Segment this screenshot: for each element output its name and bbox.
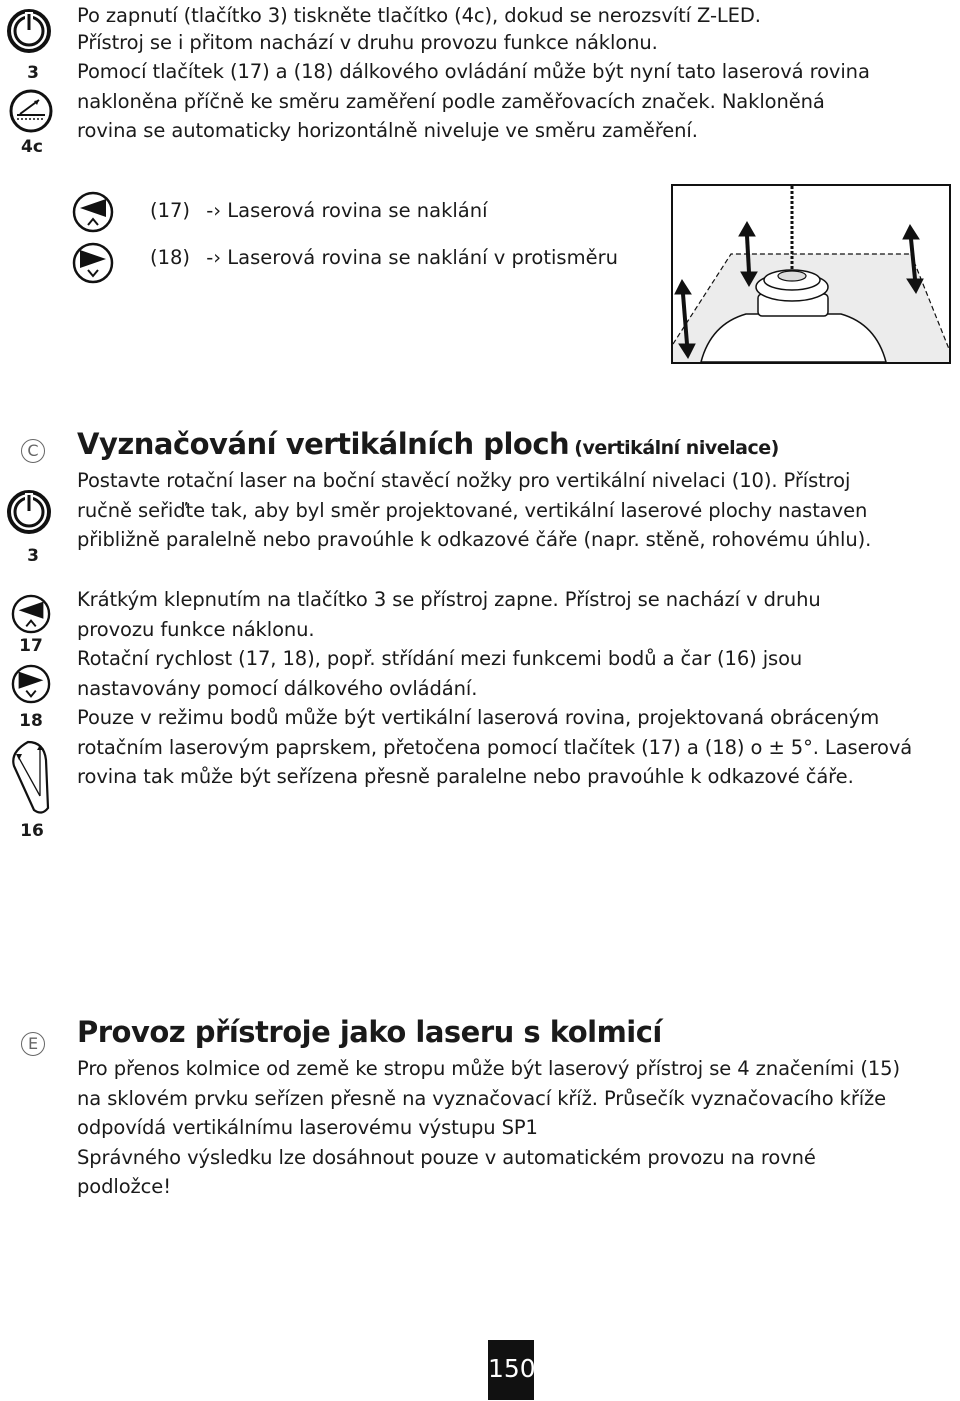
section-title-text: Vyznačování vertikálních ploch	[77, 427, 570, 461]
arrow-left-button-icon	[71, 191, 115, 233]
paragraph-line: podložce!	[77, 1175, 171, 1198]
arrow-right-label: 18	[19, 711, 43, 731]
tilt-axis-icon-label: 4c	[21, 137, 43, 157]
power-icon	[6, 487, 52, 539]
section-c-paragraph-1	[77, 466, 871, 555]
paragraph-line: Krátkým klepnutím na tlačítko 3 se přístroj zapne. Přístroj se nachází v druhu	[77, 588, 821, 611]
command-number: (17)	[150, 199, 191, 222]
section-title-c	[77, 427, 779, 461]
line-mode-label: 16	[20, 821, 44, 841]
power-icon-label: 3	[27, 546, 39, 566]
section-c-paragraph-2	[77, 585, 912, 792]
command-row-17	[150, 199, 488, 222]
command-row-18	[150, 246, 618, 269]
power-icon-label: 3	[27, 63, 39, 83]
section-title-note: (vertikální nivelace)	[574, 437, 779, 459]
paragraph-line: rotačním laserovým paprskem, přetočena pomocí tlačítek (17) a (18) o ± 5°. Laserová	[77, 735, 913, 759]
paragraph-line: Rotační rychlost (17, 18), popř. střídání mezi funkcemi bodů a čar (16) jsou	[77, 647, 803, 670]
tilt-illustration	[671, 184, 951, 364]
section-letter-e: E	[21, 1032, 45, 1056]
paragraph-line: Postavte rotační laser na boční stavěcí nožky pro vertikální nivelaci (10). Přístroj	[77, 469, 851, 492]
paragraph-line: na sklovém prvku seřízen přesně na vyznačovací kříž. Průsečík vyznačovacího kříže	[77, 1086, 887, 1110]
paragraph-line: provozu funkce náklonu.	[77, 617, 315, 641]
section-title-e: Provoz přístroje jako laseru s kolmicí	[77, 1015, 662, 1049]
page-number: 150	[488, 1340, 534, 1400]
arrow-left-button-icon	[10, 594, 52, 634]
tilt-axis-icon	[8, 88, 54, 134]
intro-line: nakloněna příčně ke směru zaměření podle zaměřovacích značek. Nakloněná	[77, 89, 825, 113]
arrow-left-label: 17	[19, 636, 43, 656]
command-text: -› Laserová rovina se naklání v protisměru	[206, 246, 618, 269]
paragraph-line: Pro přenos kolmice od země ke stropu může být laserový přístroj se 4 značeními (15)	[77, 1057, 900, 1080]
intro-line: Pomocí tlačítek (17) a (18) dálkového ovládání může být nyní tato laserová rovina	[77, 60, 870, 83]
paragraph-line: nastavovány pomocí dálkového ovládání.	[77, 676, 478, 700]
intro-line: Přístroj se i přitom nachází v druhu provozu funkce náklonu.	[77, 30, 658, 54]
section-letter-c: C	[21, 439, 45, 463]
intro-line: rovina se automaticky horizontálně niveluje ve směru zaměření.	[77, 119, 698, 142]
section-e-paragraph	[77, 1054, 900, 1202]
line-mode-icon	[8, 738, 56, 818]
paragraph-line: Pouze v režimu bodů může být vertikální laserová rovina, projektovaná obráceným	[77, 706, 880, 729]
arrow-right-button-icon	[10, 664, 52, 704]
paragraph-line: rovina tak může být seřízena přesně paralelne nebo pravoúhle k odkazové čáře.	[77, 765, 854, 788]
power-icon	[6, 6, 52, 58]
arrow-right-button-icon	[71, 242, 115, 284]
intro-paragraph	[77, 3, 870, 145]
paragraph-line: ručně seřiďte tak, aby byl směr projektované, vertikální laserové plochy nastaven	[77, 498, 868, 522]
intro-line: Po zapnutí (tlačítko 3) tiskněte tlačítko (4c), dokud se nerozsvítí Z-LED.	[77, 4, 761, 27]
paragraph-line: Správného výsledku lze dosáhnout pouze v automatickém provozu na rovné	[77, 1145, 816, 1169]
command-number: (18)	[150, 246, 191, 269]
paragraph-line: přibližně paralelně nebo pravoúhle k odkazové čáře (napr. stěně, rohovému úhlu).	[77, 528, 872, 551]
paragraph-line: odpovídá vertikálnímu laserovému výstupu SP1	[77, 1116, 538, 1139]
command-text: -› Laserová rovina se naklání	[206, 199, 488, 222]
